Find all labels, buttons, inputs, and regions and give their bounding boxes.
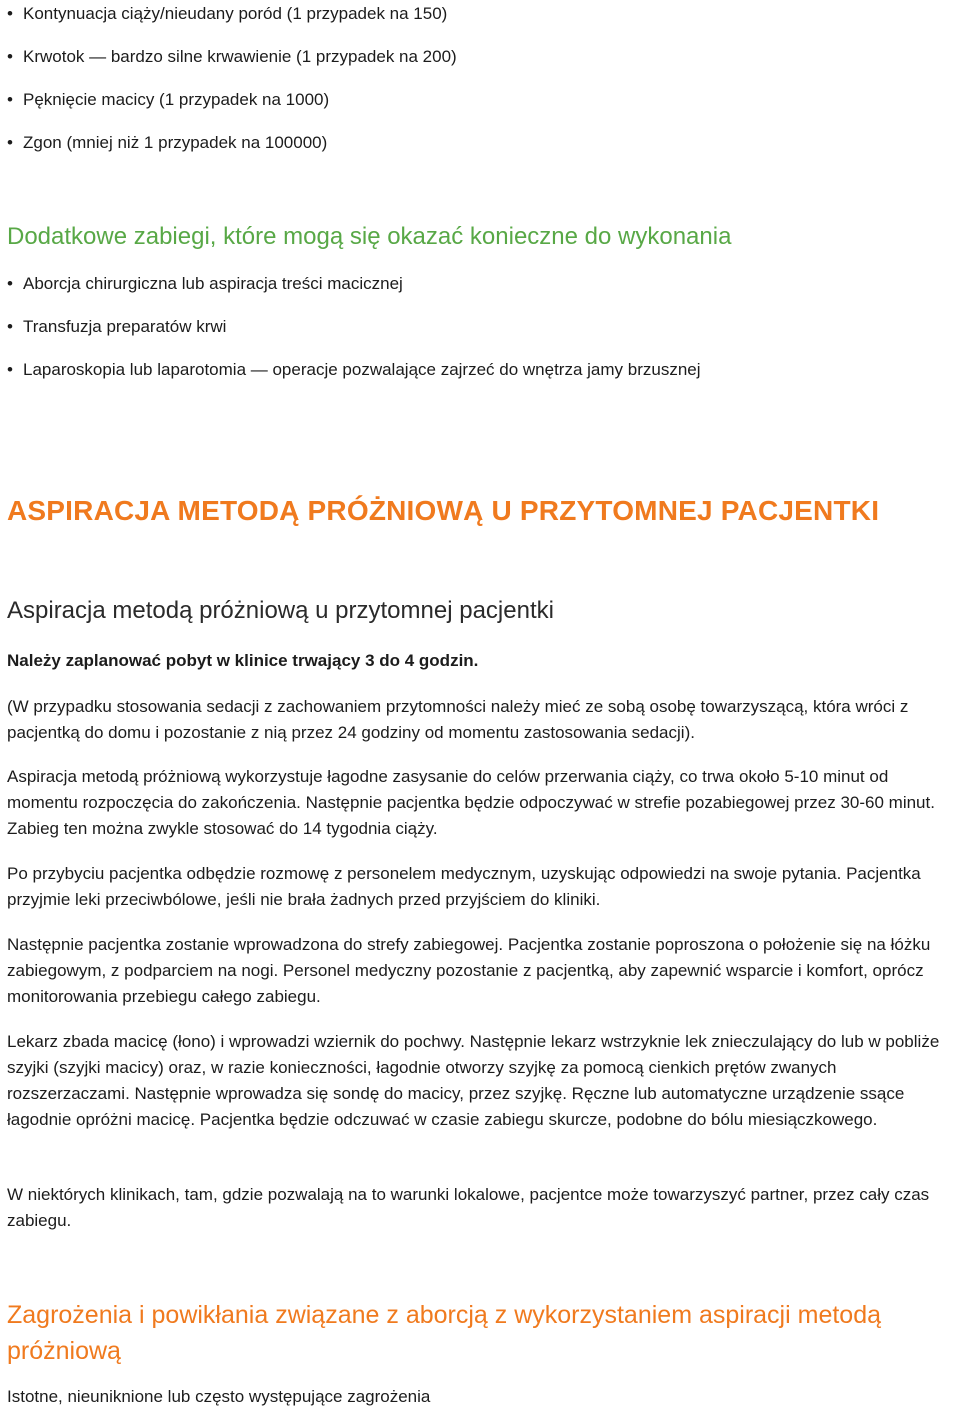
list-item-text: Transfuzja preparatów krwi [23,317,227,336]
complications-list [0,2,457,174]
paragraph-treatment-area: Następnie pacjentka zostanie wprowadzona do strefy zabiegowej. Pacjentka zostanie poproszona o położenie się na łóżku zabiegowym, z podparciem na nogi. Personel medyczny pozostanie z pacjentką, aby zapewnić wsparcie i komfort, oprócz monitorowania przebiegu całego zabiegu. [7,935,931,1006]
list-item [0,315,701,358]
list-item [0,88,457,131]
bullet-icon: • [7,133,13,152]
paragraph-partner: W niektórych klinikach, tam, gdzie pozwalają na to warunki lokalowe, pacjentce może towarzyszyć partner, przez cały czas zabiegu. [7,1185,930,1230]
list-item [0,272,701,315]
bullet-icon: • [7,4,13,23]
section-subtitle: Aspiracja metodą próżniową u przytomnej pacjentki [7,597,554,624]
list-item [0,358,701,401]
paragraph-arrival: Po przybyciu pacjentka odbędzie rozmowę z personelem medycznym, uzyskując odpowiedzi na swoje pytania. Pacjentka przyjmie leki przeciwbólowe, jeśli nie brała żadnych przed przyjściem do kliniki. [7,864,921,909]
list-item-text: Krwotok — bardzo silne krwawienie (1 przypadek na 200) [23,47,457,66]
list-item [0,2,457,45]
additional-procedures-heading: Dodatkowe zabiegi, które mogą się okazać konieczne do wykonania [7,223,732,250]
list-item [0,131,457,174]
bullet-icon: • [7,90,13,109]
bullet-icon: • [7,317,13,336]
visit-duration-note: Należy zaplanować pobyt w klinice trwający 3 do 4 godzin. [7,651,479,670]
paragraph-procedure-overview: Aspiracja metodą próżniową wykorzystuje łagodne zasysanie do celów przerwania ciąży, co trwa około 5-10 minut od momentu rozpoczęcia do zakończenia. Następnie pacjentka będzie odpoczywać w strefie pozabiegowej przez 30-60 minut. Zabieg ten można zwykle stosować do 14 tygodnia ciąży. [7,767,935,838]
list-item-text: Zgon (mniej niż 1 przypadek na 100000) [23,133,328,152]
risks-subheading: Istotne, nieuniknione lub często występujące zagrożenia [7,1387,431,1406]
risks-heading: Zagrożenia i powikłania związane z aborcją z wykorzystaniem aspiracji metodą próżniową [7,1301,881,1365]
section-title: ASPIRACJA METODĄ PRÓŻNIOWĄ U PRZYTOMNEJ PACJENTKI [7,495,880,526]
bullet-icon: • [7,47,13,66]
list-item [0,45,457,88]
bullet-icon: • [7,360,13,379]
bullet-icon: • [7,274,13,293]
paragraph-procedure-steps: Lekarz zbada macicę (łono) i wprowadzi wziernik do pochwy. Następnie lekarz wstrzyknie lek znieczulający do lub w pobliże szyjki (szyjki macicy) oraz, w razie konieczności, łagodnie otworzy szyjkę za pomocą cienkich prętów zwanych rozszerzaczami. Następnie wprowadza się sondę do macicy, przez szyjkę. Ręczne lub automatyczne urządzenie ssące łagodnie opróżni macicę. Pacjentka będzie odczuwać w czasie zabiegu skurcze, podobne do bólu miesiączkowego. [7,1032,940,1129]
list-item-text: Kontynuacja ciąży/nieudany poród (1 przypadek na 150) [23,4,448,23]
paragraph-sedation: (W przypadku stosowania sedacji z zachowaniem przytomności należy mieć ze sobą osobę towarzyszącą, która wróci z pacjentką do domu i pozostanie z nią przez 24 godziny od momentu zastosowania sedacji). [7,697,909,742]
list-item-text: Pęknięcie macicy (1 przypadek na 1000) [23,90,330,109]
additional-procedures-list [0,272,701,401]
list-item-text: Aborcja chirurgiczna lub aspiracja treści macicznej [23,274,403,293]
list-item-text: Laparoskopia lub laparotomia — operacje pozwalające zajrzeć do wnętrza jamy brzusznej [23,360,701,379]
